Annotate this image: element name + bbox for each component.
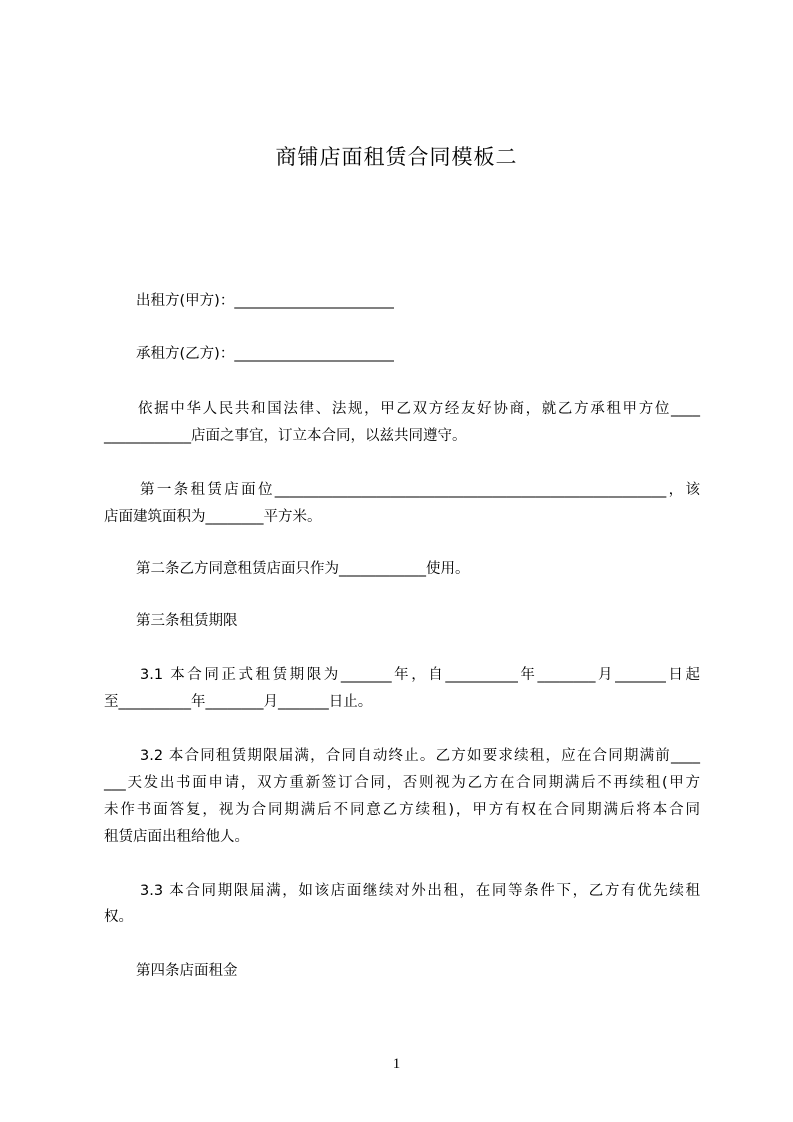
clause-3-2-line-2: ___天发出书面申请，双方重新签订合同，否则视为乙方在合同期满后不再续租(甲方: [104, 775, 700, 791]
article-4-heading: 第四条店面租金: [136, 963, 238, 979]
clause-3-3-line-2: 权。: [104, 909, 133, 925]
clause-3-2-line-4: 租赁店面出租给他人。: [104, 829, 249, 845]
article-3-heading: 第三条租赁期限: [136, 613, 238, 629]
article-2-line: 第二条乙方同意租赁店面只作为____________使用。: [136, 561, 470, 577]
lessee-line: 承租方(乙方)：______________________: [136, 346, 394, 362]
clause-3-1-line-2: 至__________年________月_______日止。: [104, 694, 373, 710]
article-1-line-1: 第一条租赁店面位______________________________________________________，该: [140, 482, 700, 498]
article-1-line-2: 店面建筑面积为________平方米。: [104, 509, 322, 525]
preamble-line-1: 依据中华人民共和国法律、法规，甲乙双方经友好协商，就乙方承租甲方位____: [138, 401, 700, 417]
lessor-line: 出租方(甲方)：______________________: [136, 293, 394, 309]
clause-3-3-line-1: 3.3 本合同期限届满，如该店面继续对外出租，在同等条件下，乙方有优先续租: [140, 883, 700, 899]
document-title: 商铺店面租赁合同模板二: [275, 145, 518, 169]
clause-3-2-line-3: 未作书面答复，视为合同期满后不同意乙方续租)，甲方有权在合同期满后将本合同: [104, 802, 700, 818]
clause-3-1-line-1: 3.1 本合同正式租赁期限为_______年，自__________年________月_______日起: [140, 667, 700, 683]
clause-3-2-line-1: 3.2 本合同租赁期限届满，合同自动终止。乙方如要求续租，应在合同期满前____: [140, 748, 700, 764]
preamble-line-2: ____________店面之事宜，订立本合同，以兹共同遵守。: [104, 428, 467, 444]
page-number: 1: [392, 1056, 401, 1072]
